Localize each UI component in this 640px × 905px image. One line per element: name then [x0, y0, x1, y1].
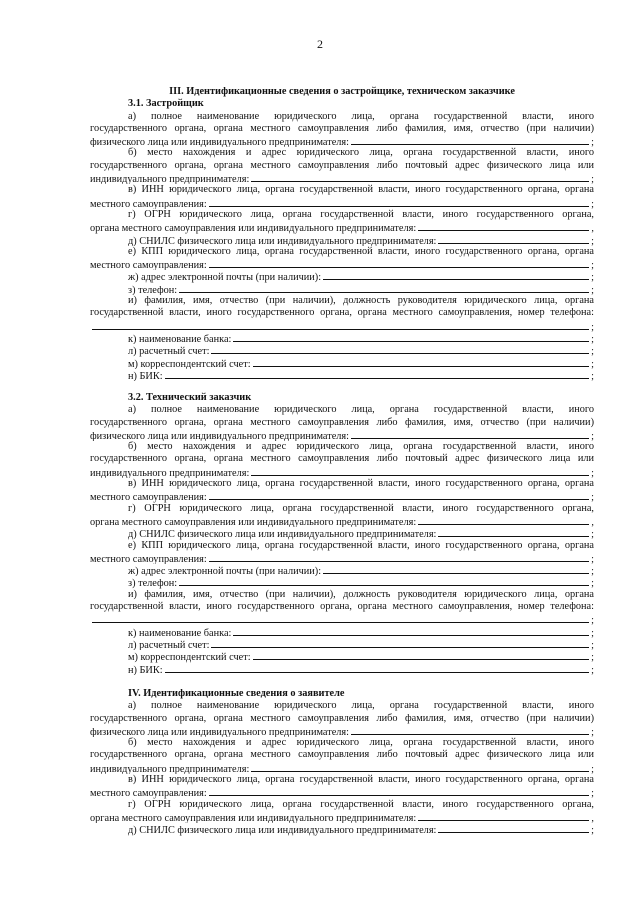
developer-corr-account-field[interactable]: м) корреспондентский счет: ; — [128, 358, 594, 369]
customer-b-line2: государственного органа, органа местного самоуправления либо почтовый адрес физического лица или — [90, 453, 594, 465]
field-underline[interactable] — [418, 515, 589, 525]
field-underline[interactable] — [438, 527, 589, 537]
field-underline[interactable] — [323, 564, 589, 574]
customer-bank-field[interactable]: к) наименование банка: ; — [128, 627, 594, 638]
developer-account-field[interactable]: л) расчетный счет: ; — [128, 346, 594, 357]
developer-b-line1: б) место нахождения и адрес юридического лица, органа государственной власти, иного — [128, 147, 594, 159]
customer-v-line1: в) ИНН юридического лица, органа государственной власти, иного государственного органа, органа — [128, 478, 594, 490]
section-3 — [90, 86, 594, 381]
customer-inn-field[interactable]: местного самоуправления: ; — [90, 492, 594, 503]
applicant-snils-field[interactable]: д) СНИЛС физического лица или индивидуального предпринимателя: ; — [128, 825, 594, 836]
customer-email-field[interactable]: ж) адрес электронной почты (при наличии): ; — [128, 566, 594, 577]
field-underline[interactable] — [438, 823, 589, 833]
field-underline[interactable] — [438, 234, 589, 244]
developer-address-field[interactable]: индивидуального предпринимателя: ; — [90, 174, 594, 185]
developer-a-line1: а) полное наименование юридического лица, органа государственной власти, иного — [128, 110, 594, 122]
customer-snils-field[interactable]: д) СНИЛС физического лица или индивидуального предпринимателя: ; — [128, 529, 594, 540]
customer-g-line1: г) ОГРН юридического лица, органа государственной власти, иного государственного органа, — [128, 502, 594, 514]
developer-b-line2: государственного органа, органа местного самоуправления либо почтовый адрес физического лица или — [90, 159, 594, 171]
customer-bik-field[interactable]: н) БИК: ; — [128, 664, 594, 675]
customer-phone-field[interactable]: з) телефон: ; — [128, 578, 594, 589]
developer-i-line1: и) фамилия, имя, отчество (при наличии), должность руководителя юридического лица, органа — [128, 295, 594, 307]
applicant-ogrn-field[interactable]: органа местного самоуправления или индивидуального предпринимателя: , — [90, 812, 594, 824]
field-underline[interactable] — [251, 466, 589, 476]
field-underline[interactable] — [251, 762, 589, 772]
field-underline[interactable] — [351, 135, 589, 145]
applicant-a-line1: а) полное наименование юридического лица, органа государственной власти, иного — [128, 700, 594, 712]
section-4 — [90, 688, 594, 836]
field-underline[interactable] — [179, 283, 589, 293]
customer-b-line1: б) место нахождения и адрес юридического лица, органа государственной власти, иного — [128, 441, 594, 453]
field-underline[interactable] — [165, 369, 590, 379]
developer-ogrn-field[interactable]: органа местного самоуправления или индивидуального предпринимателя: , — [90, 223, 594, 234]
field-underline[interactable] — [351, 725, 589, 735]
customer-a-line1: а) полное наименование юридического лица, органа государственной власти, иного — [128, 404, 594, 416]
section-4-title: IV. Идентификационные сведения о заявителе — [128, 688, 345, 699]
field-underline[interactable] — [233, 626, 589, 636]
developer-kpp-field[interactable]: местного самоуправления: ; — [90, 260, 594, 271]
field-underline[interactable] — [323, 270, 589, 280]
field-underline[interactable] — [92, 613, 589, 623]
field-underline[interactable] — [179, 576, 589, 586]
developer-i-line2: государственной власти, иного государственного органа, органа местного самоуправления, номер телефона: — [90, 307, 594, 319]
customer-name-field[interactable]: физического лица или индивидуального предпринимателя: ; — [90, 430, 594, 442]
applicant-v-line1: в) ИНН юридического лица, органа государственной власти, иного государственного органа, органа — [128, 774, 594, 786]
applicant-inn-field[interactable]: местного самоуправления: ; — [90, 788, 594, 799]
developer-v-line1: в) ИНН юридического лица, органа государственной власти, иного государственного органа, органа — [128, 184, 594, 196]
field-underline[interactable] — [253, 357, 590, 367]
developer-bank-field[interactable]: к) наименование банка: ; — [128, 333, 594, 345]
customer-a-line2: государственного органа, органа местного самоуправления либо фамилия, имя, отчество (при наличии) — [90, 416, 594, 428]
customer-kpp-field[interactable]: местного самоуправления: ; — [90, 553, 594, 565]
customer-i-line1: и) фамилия, имя, отчество (при наличии), должность руководителя юридического лица, органа — [128, 588, 594, 600]
customer-ogrn-field[interactable]: органа местного самоуправления или индивидуального предпринимателя: , — [90, 516, 594, 528]
technical-customer-section — [90, 392, 594, 675]
customer-head-field[interactable]: ; — [90, 613, 594, 625]
customer-account-field[interactable]: л) расчетный счет: ; — [128, 639, 594, 651]
field-underline[interactable] — [418, 221, 589, 231]
developer-head-field[interactable]: ; — [90, 320, 594, 332]
customer-e-line1: е) КПП юридического лица, органа государственной власти, иного государственного органа, органа — [128, 539, 594, 551]
applicant-b-line1: б) место нахождения и адрес юридического лица, органа государственной власти, иного — [128, 737, 594, 749]
developer-phone-field[interactable]: з) телефон: ; — [128, 284, 594, 296]
developer-g-line1: г) ОГРН юридического лица, органа государственной власти, иного государственного органа, — [128, 208, 594, 220]
page-number: 2 — [317, 37, 323, 51]
customer-corr-account-field[interactable]: м) корреспондентский счет: ; — [128, 652, 594, 663]
developer-bik-field[interactable]: н) БИК: ; — [128, 370, 594, 382]
field-underline[interactable] — [211, 638, 589, 648]
field-underline[interactable] — [209, 490, 589, 500]
applicant-g-line1: г) ОГРН юридического лица, органа государственной власти, иного государственного органа, — [128, 798, 594, 810]
field-underline[interactable] — [209, 258, 589, 268]
developer-inn-field[interactable]: местного самоуправления: ; — [90, 198, 594, 209]
field-underline[interactable] — [418, 811, 589, 821]
applicant-a-line2: государственного органа, органа местного самоуправления либо фамилия, имя, отчество (при наличии) — [90, 712, 594, 724]
field-underline[interactable] — [209, 786, 589, 796]
section-3-title: III. Идентификационные сведения о застройщике, техническом заказчике — [169, 86, 515, 97]
field-underline[interactable] — [165, 663, 590, 673]
field-underline[interactable] — [251, 172, 589, 182]
field-underline[interactable] — [209, 197, 589, 207]
field-underline[interactable] — [209, 552, 589, 562]
developer-snils-field[interactable]: д) СНИЛС физического лица или индивидуального предпринимателя: ; — [128, 235, 594, 246]
field-underline[interactable] — [92, 320, 589, 330]
field-underline[interactable] — [211, 344, 589, 354]
developer-a-line2: государственного органа, органа местного самоуправления либо фамилия, имя, отчество (при наличии) — [90, 122, 594, 134]
applicant-b-line2: государственного органа, органа местного самоуправления либо почтовый адрес физического лица или — [90, 749, 594, 761]
customer-address-field[interactable]: индивидуального предпринимателя: ; — [90, 467, 594, 479]
customer-title: 3.2. Технический заказчик — [128, 392, 252, 403]
developer-title: 3.1. Застройщик — [128, 98, 204, 110]
customer-i-line2: государственной власти, иного государственного органа, органа местного самоуправления, номер телефона: — [90, 601, 594, 613]
developer-email-field[interactable]: ж) адрес электронной почты (при наличии): ; — [128, 272, 594, 283]
developer-name-field[interactable]: физического лица или индивидуального предпринимателя: ; — [90, 137, 594, 148]
developer-e-line1: е) КПП юридического лица, органа государственной власти, иного государственного органа, органа — [128, 245, 594, 257]
field-underline[interactable] — [233, 332, 589, 342]
field-underline[interactable] — [253, 650, 590, 660]
field-underline[interactable] — [351, 429, 589, 439]
applicant-address-field[interactable]: индивидуального предпринимателя: ; — [90, 763, 594, 775]
applicant-name-field[interactable]: физического лица или индивидуального предпринимателя: ; — [90, 726, 594, 738]
